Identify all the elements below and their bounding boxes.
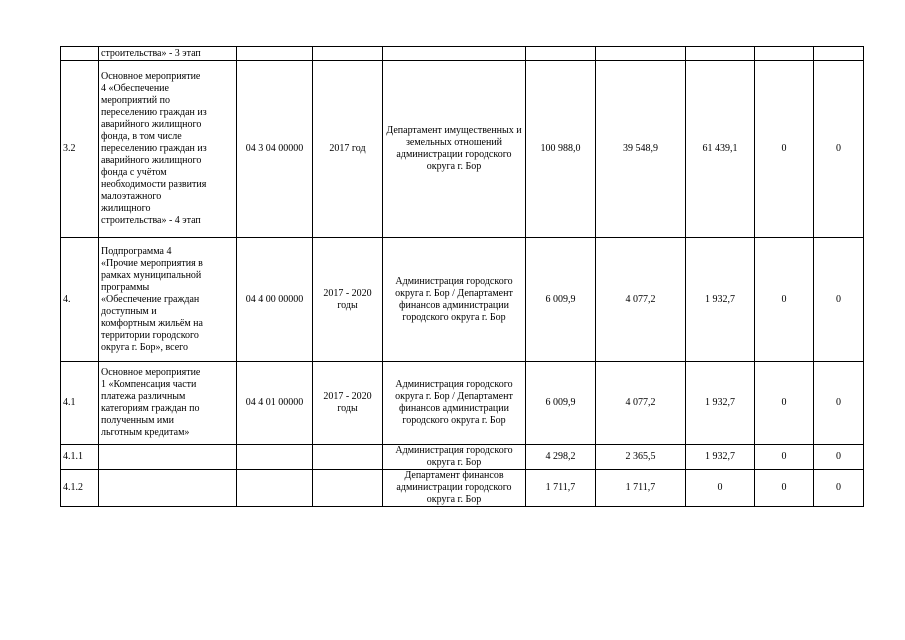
responsible-executor: Администрация городского округа г. Бор / Департамент финансов администрации городского округа г. Бор [383,238,526,362]
amount-total: 6 009,9 [526,238,596,362]
implementation-period: 2017 - 2020 годы [313,238,383,362]
implementation-period [313,47,383,61]
amount-2018: 1 932,7 [686,362,755,445]
amount-2017: 2 365,5 [596,445,686,470]
amount-2020: 0 [814,445,864,470]
budget-code [237,47,313,61]
budget-code: 04 3 04 00000 [237,61,313,238]
measure-name: Основное мероприятие 4 «Обеспечение мероприятий по переселению граждан из аварийного жилищного фонда, в том числе переселению граждан из аварийного жилищного фонда с учётом необходимости развития малоэтажного жилищного строительства» - 4 этап [99,61,237,238]
responsible-executor: Администрация городского округа г. Бор [383,445,526,470]
amount-2020: 0 [814,362,864,445]
amount-total: 4 298,2 [526,445,596,470]
responsible-executor: Администрация городского округа г. Бор / Департамент финансов администрации городского округа г. Бор [383,362,526,445]
table-row [61,362,864,445]
amount-2020 [814,47,864,61]
budget-code [237,470,313,507]
program-funding-table [60,46,864,507]
amount-2017: 1 711,7 [596,470,686,507]
amount-2018: 1 932,7 [686,445,755,470]
implementation-period: 2017 год [313,61,383,238]
amount-total: 100 988,0 [526,61,596,238]
budget-code: 04 4 00 00000 [237,238,313,362]
amount-2019: 0 [755,445,814,470]
row-number: 4.1.2 [61,470,99,507]
row-number: 4.1 [61,362,99,445]
amount-2019 [755,47,814,61]
responsible-executor: Департамент финансов администрации городского округа г. Бор [383,470,526,507]
amount-2018 [686,47,755,61]
responsible-executor [383,47,526,61]
budget-code: 04 4 01 00000 [237,362,313,445]
measure-name: Подпрограмма 4 «Прочие мероприятия в рамках муниципальной программы «Обеспечение граждан доступным и комфортным жильём на территории городского округа г. Бор», всего [99,238,237,362]
amount-2017: 4 077,2 [596,362,686,445]
amount-2020: 0 [814,470,864,507]
measure-name [99,470,237,507]
amount-total: 1 711,7 [526,470,596,507]
amount-2019: 0 [755,362,814,445]
amount-total [526,47,596,61]
amount-2017: 4 077,2 [596,238,686,362]
table-row [61,470,864,507]
table-row [61,61,864,238]
amount-2020: 0 [814,61,864,238]
implementation-period [313,445,383,470]
amount-2017: 39 548,9 [596,61,686,238]
budget-code [237,445,313,470]
implementation-period [313,470,383,507]
amount-2017 [596,47,686,61]
amount-2019: 0 [755,238,814,362]
row-number: 4. [61,238,99,362]
row-number: 3.2 [61,61,99,238]
table-row [61,47,864,61]
implementation-period: 2017 - 2020 годы [313,362,383,445]
amount-2018: 1 932,7 [686,238,755,362]
amount-2018: 61 439,1 [686,61,755,238]
measure-name: строительства» - 3 этап [99,47,237,61]
row-number: 4.1.1 [61,445,99,470]
row-number [61,47,99,61]
amount-2020: 0 [814,238,864,362]
measure-name: Основное мероприятие 1 «Компенсация части платежа различным категориям граждан по полученным ими льготным кредитам» [99,362,237,445]
measure-name [99,445,237,470]
amount-total: 6 009,9 [526,362,596,445]
table-row [61,238,864,362]
amount-2019: 0 [755,61,814,238]
table-row [61,445,864,470]
amount-2019: 0 [755,470,814,507]
responsible-executor: Департамент имущественных и земельных отношений администрации городского округа г. Бор [383,61,526,238]
amount-2018: 0 [686,470,755,507]
